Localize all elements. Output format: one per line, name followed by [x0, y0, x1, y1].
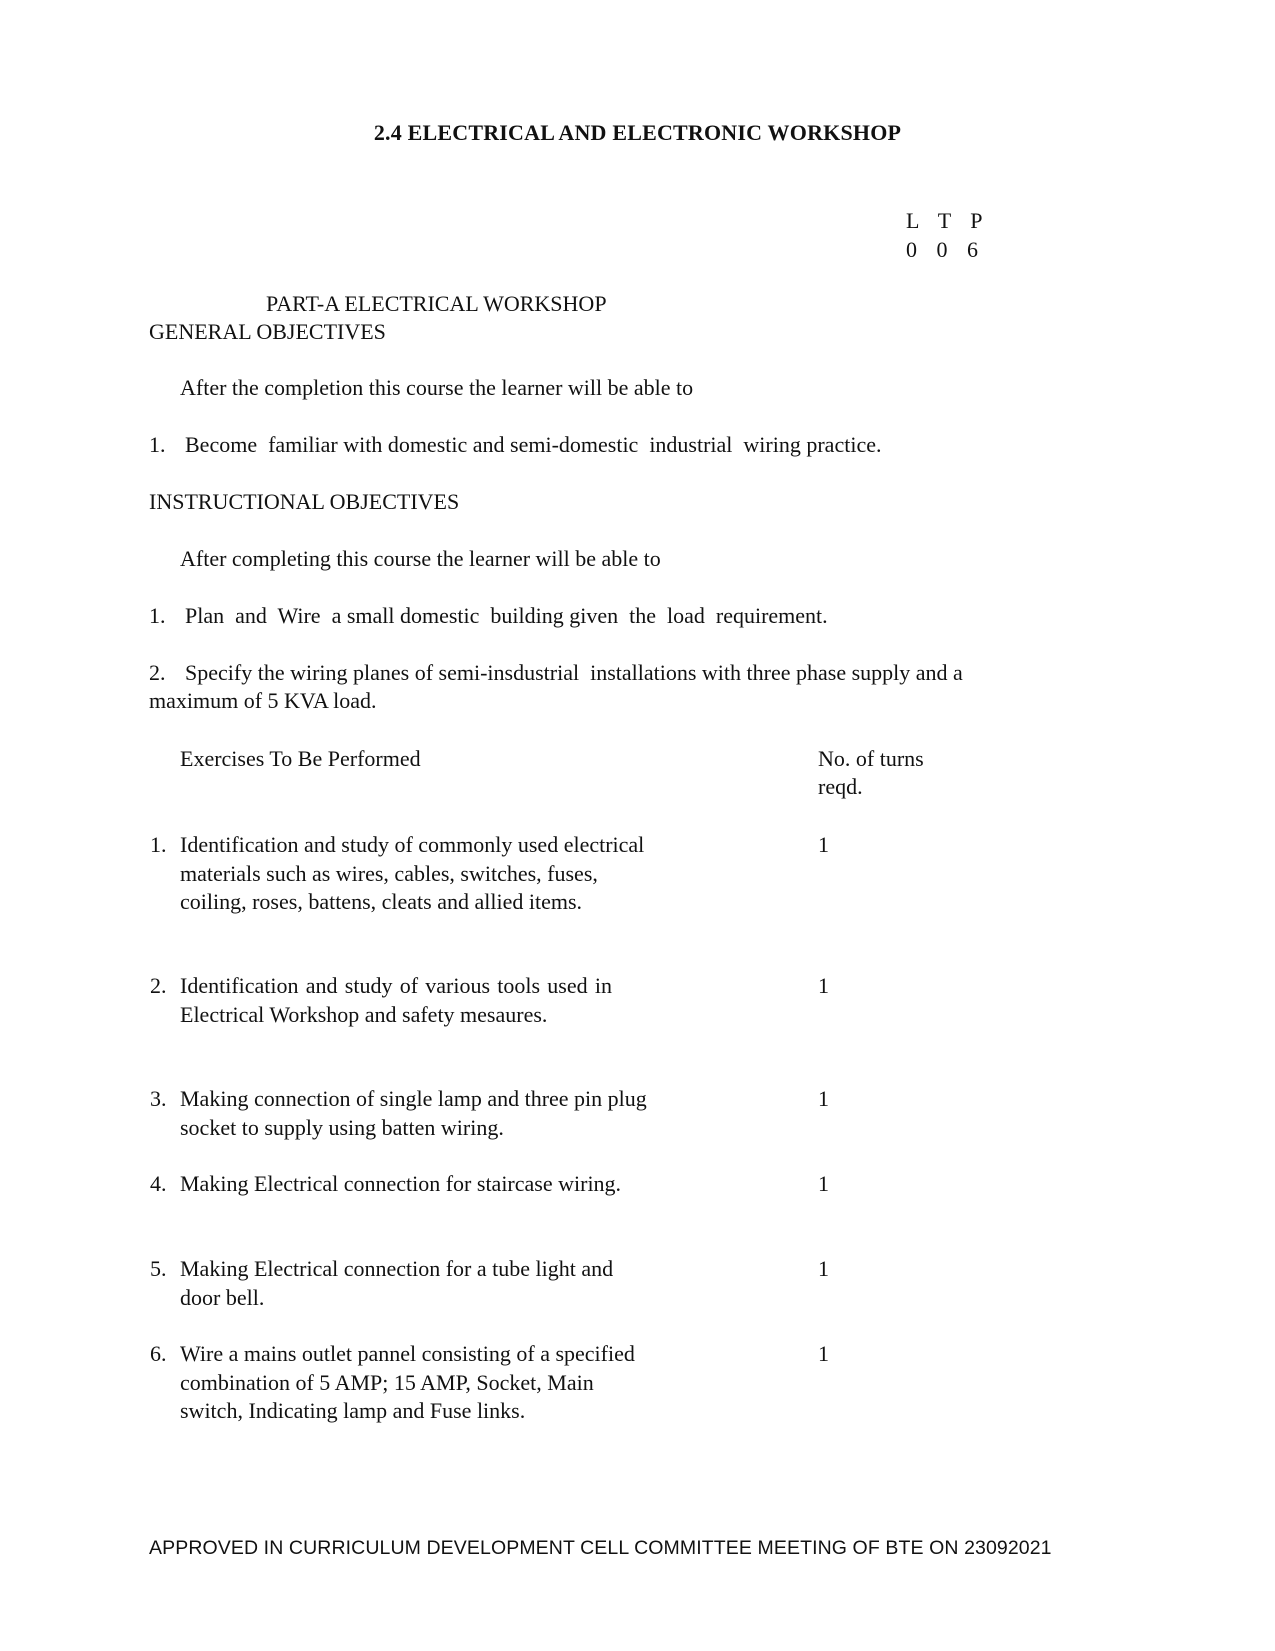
exercise-item-1	[150, 831, 660, 917]
exercise-4-turns: 1	[818, 1171, 829, 1196]
exercise-item-3	[150, 1085, 650, 1142]
general-objectives-intro: After the completion this course the learner will be able to	[180, 375, 694, 400]
exercise-6-text: Wire a mains outlet pannel consisting of a specified combination of 5 AMP; 15 AMP, Socket, Main switch, Indicating lamp and Fuse links.	[180, 1341, 635, 1423]
instructional-objective-1-num: 1.	[149, 603, 166, 628]
ltp-block	[906, 206, 990, 264]
page-title: 2.4 ELECTRICAL AND ELECTRONIC WORKSHOP	[373, 120, 902, 145]
general-objective-1-num: 1.	[149, 432, 166, 457]
turns-heading-line1: No. of turns	[818, 746, 924, 771]
exercise-3-turns: 1	[818, 1086, 829, 1111]
instructional-objectives-intro: After completing this course the learner will be able to	[180, 546, 661, 571]
general-objectives-heading: GENERAL OBJECTIVES	[149, 319, 386, 344]
exercise-item-6	[150, 1340, 655, 1426]
exercise-5-turns: 1	[818, 1256, 829, 1281]
exercise-1-turns: 1	[818, 832, 829, 857]
exercise-3-num: 3.	[150, 1086, 167, 1111]
approval-footer: APPROVED IN CURRICULUM DEVELOPMENT CELL COMMITTEE MEETING OF BTE ON 23092021	[149, 1537, 1052, 1559]
general-objective-1-text: Become familiar with domestic and semi-domestic industrial wiring practice.	[185, 432, 882, 457]
exercise-3-text: Making connection of single lamp and three pin plug socket to supply using batten wiring.	[180, 1086, 647, 1140]
exercises-heading: Exercises To Be Performed	[180, 746, 421, 771]
instructional-objective-1-text: Plan and Wire a small domestic building given the load requirement.	[185, 603, 828, 628]
exercise-6-turns: 1	[818, 1341, 829, 1366]
turns-heading-line2: reqd.	[818, 774, 863, 799]
exercise-6-num: 6.	[150, 1341, 167, 1366]
exercise-2-text: Identification and study of various tools used in Electrical Workshop and safety mesaures.	[180, 973, 612, 1027]
instructional-objective-2-num: 2.	[149, 660, 166, 685]
exercise-4-text: Making Electrical connection for staircase wiring.	[180, 1171, 622, 1196]
exercise-2-turns: 1	[818, 973, 829, 998]
ltp-values: 0 0 6	[906, 237, 985, 262]
exercise-4-num: 4.	[150, 1171, 167, 1196]
exercise-1-text: Identification and study of commonly used electrical materials such as wires, cables, switches, fuses, coiling, roses, battens, cleats and allied items.	[180, 832, 645, 914]
exercise-5-num: 5.	[150, 1256, 167, 1281]
instructional-objective-2-line2: maximum of 5 KVA load.	[149, 688, 377, 713]
exercise-1-num: 1.	[150, 832, 167, 857]
instructional-objectives-heading: INSTRUCTIONAL OBJECTIVES	[149, 489, 460, 514]
instructional-objective-2-line1: Specify the wiring planes of semi-insdustrial installations with three phase supply and a	[185, 660, 963, 685]
exercise-item-5	[150, 1255, 640, 1312]
exercise-item-4	[150, 1170, 630, 1199]
exercise-item-2	[150, 972, 612, 1029]
exercise-5-text: Making Electrical connection for a tube light and door bell.	[180, 1256, 614, 1310]
ltp-header: L T P	[906, 208, 990, 233]
part-heading: PART-A ELECTRICAL WORKSHOP	[266, 291, 607, 316]
exercise-2-num: 2.	[150, 973, 167, 998]
